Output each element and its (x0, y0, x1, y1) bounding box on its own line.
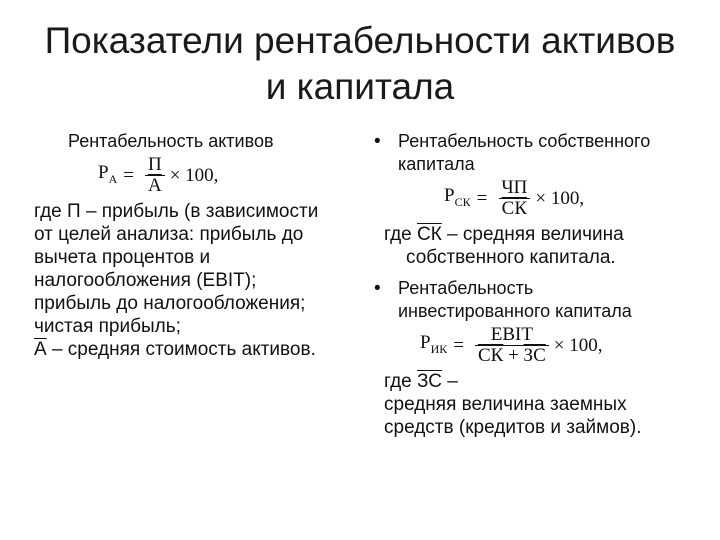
equity-return-formula (398, 178, 710, 219)
equity-return-heading-line-2: капитала (398, 154, 475, 174)
asset-return-heading: Рентабельность активов (68, 131, 274, 151)
slide-title (0, 18, 720, 110)
formula-symbol: $Р_{ИК}$ (420, 331, 448, 356)
explanation-line: от целей анализа: прибыль до (34, 224, 304, 245)
equals-sign: = (453, 335, 464, 356)
fraction-denominator: СК (499, 198, 530, 219)
fraction-numerator: EBIT (490, 324, 533, 345)
fraction (475, 325, 549, 366)
bullet-icon: • (374, 131, 381, 152)
list-item-invested-return (370, 277, 710, 439)
overlined-term: А (34, 339, 47, 360)
fraction (498, 178, 530, 219)
formula-tail: × 100, (535, 188, 585, 209)
invested-return-formula (398, 325, 710, 366)
bullet-icon: • (374, 278, 381, 299)
explanation-line: вычета процентов и (34, 247, 211, 268)
formula-tail: × 100, (169, 165, 219, 186)
list-item-equity-return (370, 130, 710, 269)
fraction (145, 155, 165, 196)
invested-return-heading-line-2: инвестированного капитала (398, 301, 632, 321)
formula-tail: × 100, (553, 335, 603, 356)
explanation-line: где П – прибыль (в зависимости (34, 201, 319, 222)
slide-title-line-1: Показатели рентабельности активов (44, 20, 676, 61)
fraction-denominator: А (145, 175, 165, 196)
explanation-line: чистая прибыль; (34, 316, 181, 337)
formula-symbol: $Р_А$ (98, 161, 118, 186)
explanation-line: прибыль до налогообложения; (34, 293, 306, 314)
equity-return-where-line-2: собственного капитала. (406, 247, 616, 268)
invested-return-where-line-2: средняя величина заемных (384, 394, 627, 415)
equals-sign: = (476, 188, 488, 209)
asset-return-explanation (34, 200, 364, 361)
formula-symbol: $Р_{СК}$ (444, 184, 471, 209)
fraction-numerator: П (147, 154, 162, 175)
equals-sign: = (123, 165, 134, 186)
overlined-term: СК (417, 224, 442, 245)
asset-return-formula (34, 155, 364, 196)
left-column (34, 130, 364, 361)
invested-return-where-line-1: где ЗС – (384, 371, 458, 392)
overlined-term: ЗС (417, 371, 442, 392)
equity-return-where-line-1: где СК – средняя величина (384, 224, 624, 245)
fraction-denominator: СК + ЗС (475, 345, 549, 366)
equity-return-heading-line-1: Рентабельность собственного (398, 131, 651, 151)
invested-return-heading-line-1: Рентабельность (398, 278, 534, 298)
explanation-line: налогообложения (EBIT); (34, 270, 257, 291)
fraction-numerator: ЧП (501, 177, 528, 198)
explanation-line: А – средняя стоимость активов. (34, 339, 316, 360)
right-column (370, 130, 710, 439)
invested-return-where-line-3: средств (кредитов и займов). (384, 417, 642, 438)
slide-title-line-2: и капитала (265, 66, 455, 107)
